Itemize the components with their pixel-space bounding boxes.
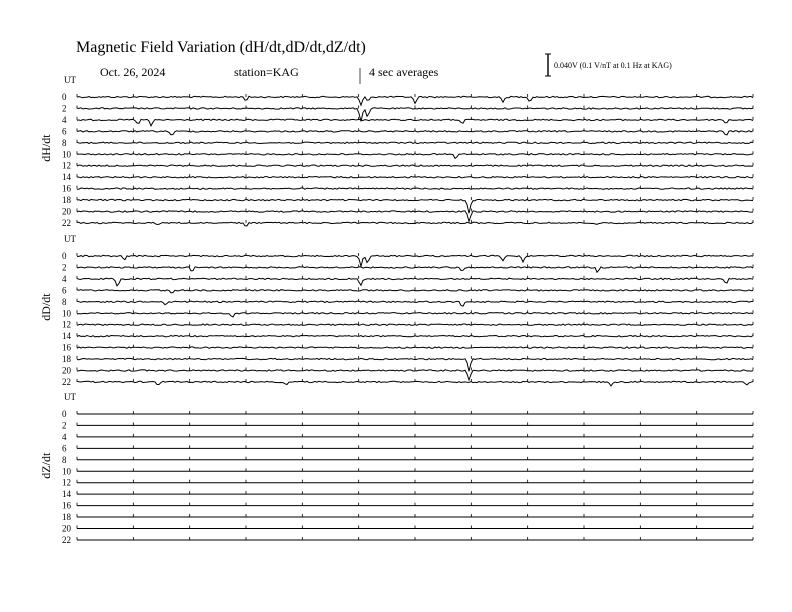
trace-line [77, 301, 753, 306]
hour-label: 12 [62, 477, 71, 488]
hour-label: 22 [62, 376, 71, 387]
chart-title: Magnetic Field Variation (dH/dt,dD/dt,dZ/dt) [76, 39, 366, 56]
hour-label: 14 [62, 172, 71, 183]
hour-label: 8 [62, 296, 67, 307]
averaging-label: 4 sec averages [369, 65, 439, 79]
hour-label: 16 [62, 183, 71, 194]
hour-label: 0 [62, 251, 67, 261]
hour-label: 22 [62, 217, 71, 228]
station-label: station=KAG [234, 65, 299, 79]
hour-label: 6 [62, 443, 67, 454]
hour-label: 16 [62, 500, 71, 511]
hour-label: 4 [62, 273, 67, 284]
trace-line [77, 154, 753, 159]
hour-label: 2 [62, 262, 67, 273]
trace-line [77, 313, 753, 317]
hour-label: 2 [62, 420, 67, 431]
hour-label: 10 [62, 149, 71, 160]
hour-label: 12 [62, 160, 71, 171]
hour-label: 4 [62, 114, 67, 125]
hour-label: 4 [62, 431, 67, 442]
scale-bar-label: 0.040V (0.1 V/nT at 0.1 Hz at KAG) [554, 61, 672, 70]
trace-line [77, 370, 753, 380]
hour-label: 20 [62, 365, 71, 376]
panel-label: dZ/dt [39, 452, 53, 479]
hour-label: 2 [62, 103, 67, 114]
trace-line [77, 119, 753, 126]
date-label: Oct. 26, 2024 [100, 65, 166, 79]
hour-label: 22 [62, 534, 71, 545]
hour-label: 18 [62, 195, 71, 206]
panel-label: dD/dt [39, 293, 53, 321]
hour-label: 14 [62, 331, 71, 342]
trace-line [77, 211, 753, 222]
hour-label: 0 [62, 409, 67, 419]
hour-label: 18 [62, 512, 71, 523]
panel-label: dH/dt [39, 134, 53, 162]
hour-label: 14 [62, 489, 71, 500]
ut-label: UT [64, 392, 76, 402]
trace-line [77, 381, 753, 386]
hour-label: 18 [62, 354, 71, 365]
hour-label: 0 [62, 92, 67, 102]
ut-label: UT [64, 234, 76, 244]
hour-label: 16 [62, 342, 71, 353]
hour-label: 8 [62, 137, 67, 148]
ut-label: UT [64, 75, 76, 85]
hour-label: 10 [62, 466, 71, 477]
hour-label: 20 [62, 523, 71, 534]
hour-label: 20 [62, 206, 71, 217]
trace-line [77, 96, 753, 105]
hour-label: 12 [62, 319, 71, 330]
trace-line [77, 278, 753, 286]
hour-label: 6 [62, 285, 67, 296]
hour-label: 10 [62, 308, 71, 319]
trace-line [77, 267, 753, 272]
hour-label: 6 [62, 126, 67, 137]
hour-label: 8 [62, 454, 67, 465]
